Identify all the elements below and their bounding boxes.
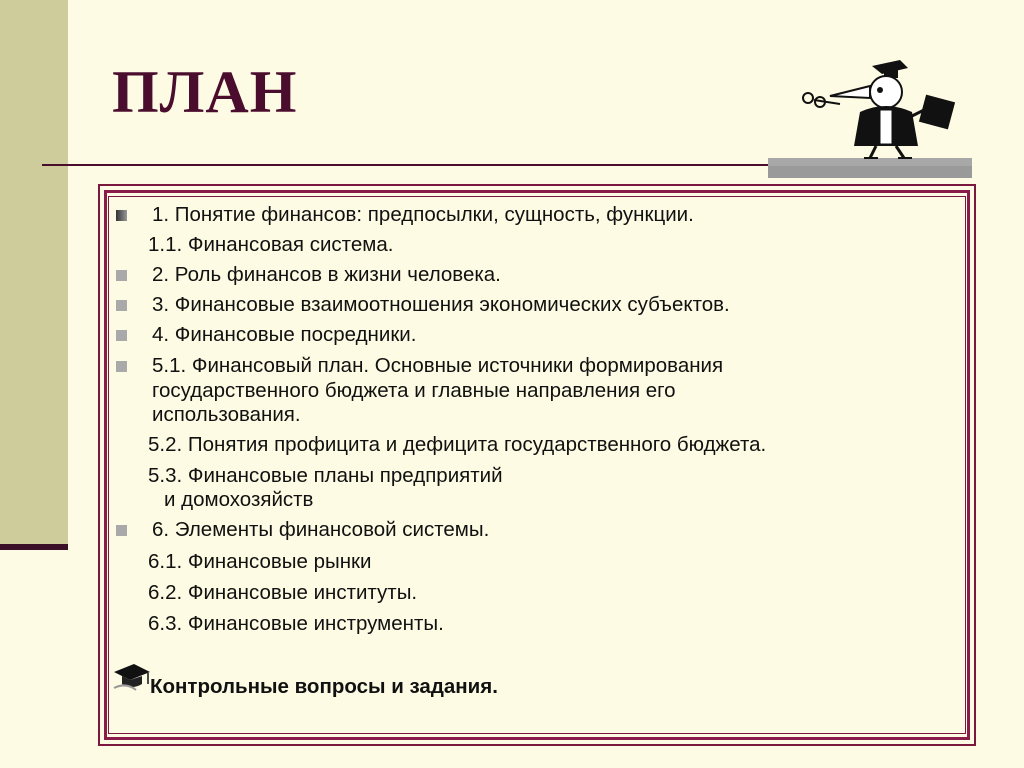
left-decor-line	[0, 544, 68, 550]
square-bullet-icon	[116, 210, 127, 221]
list-item: 2. Роль финансов в жизни человека.	[152, 264, 501, 286]
graduation-cap-icon[interactable]	[112, 660, 152, 694]
list-item: 6.2. Финансовые институты.	[148, 581, 418, 604]
list-item-continuation: и домохозяйств	[164, 488, 314, 511]
list-item: 4. Финансовые посредники.	[152, 324, 416, 346]
list-item: 6.3. Финансовые инструменты.	[148, 612, 444, 635]
professor-bird-icon	[800, 56, 960, 162]
list-item: 1. Понятие финансов: предпосылки, сущность, функции.	[152, 204, 694, 226]
list-item: 6.1. Финансовые рынки	[148, 550, 372, 573]
list-item: 6. Элементы финансовой системы.	[152, 519, 489, 541]
list-item-continuation: использования.	[152, 403, 301, 426]
square-bullet-icon	[116, 270, 127, 281]
list-item: 5.1. Финансовый план. Основные источники формирования	[152, 355, 723, 377]
list-item: 1.1. Финансовая система.	[148, 233, 394, 256]
list-item: 5.3. Финансовые планы предприятий	[148, 464, 503, 487]
square-bullet-icon	[116, 361, 127, 372]
list-item-continuation: государственного бюджета и главные направления его	[152, 379, 676, 402]
list-item: 3. Финансовые взаимоотношения экономических субъектов.	[152, 294, 730, 316]
square-bullet-icon	[116, 525, 127, 536]
square-bullet-icon	[116, 330, 127, 341]
left-decor-band	[0, 0, 68, 548]
gray-decor-bar-lower	[768, 166, 972, 178]
control-questions-link[interactable]: Контрольные вопросы и задания.	[150, 675, 498, 698]
square-bullet-icon	[116, 300, 127, 311]
list-item: 5.2. Понятия профицита и дефицита государственного бюджета.	[148, 433, 767, 456]
slide-title: ПЛАН	[112, 59, 298, 125]
